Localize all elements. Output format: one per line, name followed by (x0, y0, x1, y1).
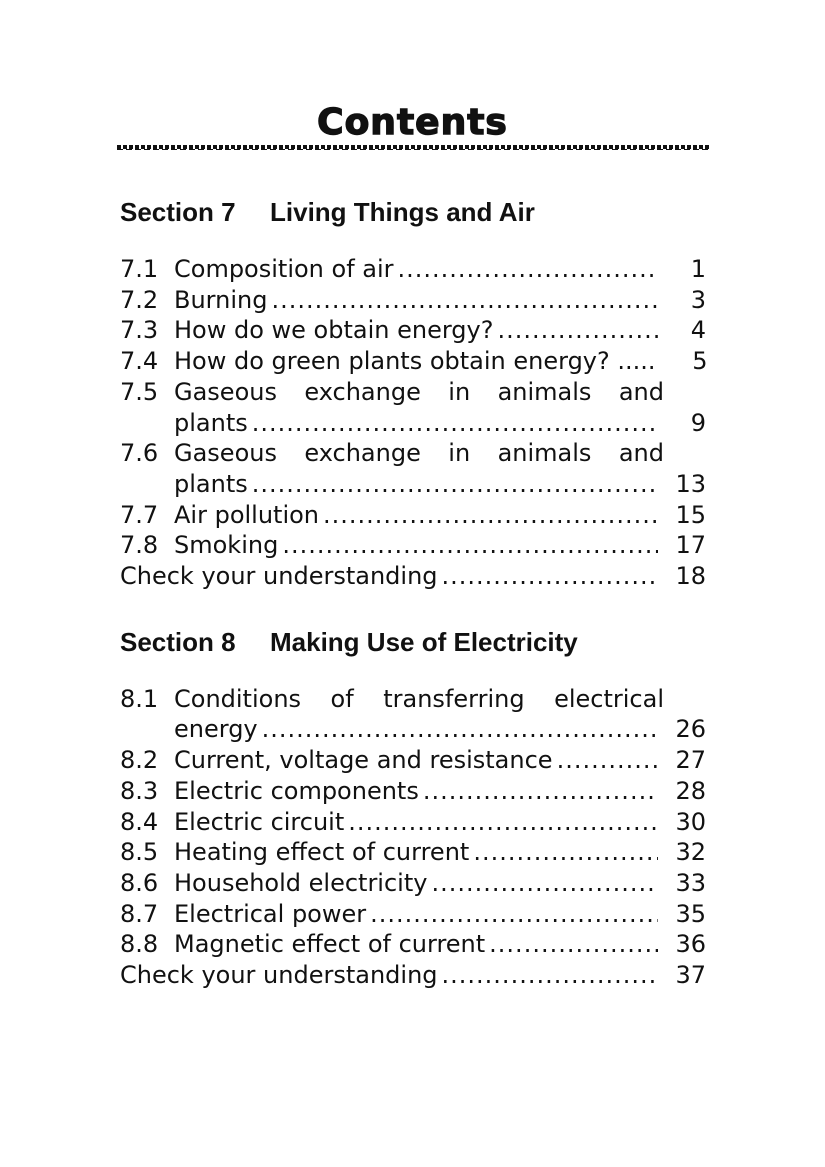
dot-leader (271, 285, 658, 316)
entry-number: 8.6 (120, 868, 159, 897)
entry-title-line1: Conditions of transferring electrical (174, 684, 664, 713)
entry-number: 8.7 (120, 899, 159, 928)
entry-title: Current, voltage and resistance (174, 746, 553, 775)
toc-entry-8-6[interactable] (120, 868, 706, 899)
toc-entry-8-8[interactable] (120, 929, 706, 960)
entry-number: 7.4 (120, 347, 159, 376)
toc-entry-8-5[interactable] (120, 837, 706, 868)
dot-leader (473, 837, 658, 868)
entry-number: 8.2 (120, 746, 159, 775)
entry-title: energy (174, 715, 258, 744)
toc-entry-8-check[interactable] (120, 960, 706, 991)
section-name: Making Use of Electricity (270, 626, 578, 657)
entry-title: Magnetic effect of current (174, 930, 486, 959)
section-7 (120, 190, 706, 592)
entry-number: 8.3 (120, 776, 159, 805)
entry-number: 7.6 (120, 439, 159, 468)
toc-entry-7-check[interactable] (120, 561, 706, 592)
section-label: Section 8 (120, 626, 236, 657)
entry-title: Check your understanding (120, 562, 438, 591)
entry-title: Electric circuit (174, 807, 345, 836)
entry-title: plants (174, 408, 248, 437)
toc-entry-8-2[interactable] (120, 745, 706, 776)
entry-page: 32 (675, 838, 706, 867)
entry-title: Household electricity (174, 868, 428, 897)
toc-entry-7-8[interactable] (120, 530, 706, 561)
section-heading (120, 190, 706, 234)
entry-title: Check your understanding (120, 961, 438, 990)
dot-leader (348, 807, 658, 838)
toc-entry-8-7[interactable] (120, 899, 706, 930)
entry-page: 30 (675, 807, 706, 836)
section-label: Section 7 (120, 197, 236, 227)
entry-title-line1: Gaseous exchange in animals and (174, 377, 664, 406)
entry-number: 8.4 (120, 807, 159, 836)
section-heading (120, 620, 706, 664)
dot-leader (323, 500, 658, 531)
dot-leader (442, 960, 658, 991)
toc-entry-8-1[interactable] (120, 684, 706, 745)
dot-leader (442, 561, 658, 592)
toc (120, 190, 706, 991)
dot-leader (557, 745, 658, 776)
entry-page: 36 (675, 930, 706, 959)
entry-page: 4 (690, 316, 706, 345)
entry-title: Electrical power (174, 899, 367, 928)
toc-entries (120, 684, 706, 991)
entry-title: Electric components (174, 776, 419, 805)
entry-page: 15 (675, 500, 706, 529)
entry-title: Heating effect of current (174, 838, 470, 867)
toc-entry-7-5[interactable] (120, 377, 706, 438)
entry-page: 28 (675, 776, 706, 805)
entry-title-line1: Gaseous exchange in animals and (174, 439, 664, 468)
entry-page: 3 (690, 285, 706, 314)
entry-page: 37 (675, 961, 706, 990)
entry-page: 27 (675, 746, 706, 775)
entry-title: How do green plants obtain energy? ..... (174, 347, 656, 376)
title-divider (117, 145, 709, 149)
entry-title: Burning (174, 285, 268, 314)
section-8 (120, 620, 706, 991)
entry-page: 26 (675, 715, 706, 744)
entry-number: 7.8 (120, 531, 159, 560)
entry-number: 7.2 (120, 285, 159, 314)
section-name: Living Things and Air (270, 197, 535, 227)
entry-title: How do we obtain energy? (174, 316, 494, 345)
toc-entry-7-1[interactable] (120, 254, 706, 285)
dot-leader (489, 929, 658, 960)
dot-leader (431, 868, 658, 899)
entry-number: 7.5 (120, 377, 159, 406)
entry-page: 17 (675, 531, 706, 560)
entry-number: 7.1 (120, 255, 159, 283)
toc-entry-7-4[interactable] (120, 346, 706, 377)
toc-entry-7-3[interactable] (120, 315, 706, 346)
dot-leader (370, 899, 658, 930)
toc-entry-8-3[interactable] (120, 776, 706, 807)
entry-page: 9 (690, 408, 706, 437)
dot-leader (398, 254, 658, 285)
toc-entries (120, 254, 706, 592)
dot-leader (252, 469, 658, 500)
toc-entry-7-2[interactable] (120, 285, 706, 316)
dot-leader (282, 530, 658, 561)
dot-leader (497, 315, 658, 346)
entry-title: Composition of air (174, 255, 394, 283)
entry-title: Air pollution (174, 500, 320, 529)
entry-page: 13 (675, 469, 706, 498)
page-title: Contents (317, 102, 508, 143)
toc-entry-8-4[interactable] (120, 807, 706, 838)
entry-number: 7.3 (120, 316, 159, 345)
dot-leader (262, 714, 658, 745)
dot-leader (423, 776, 658, 807)
entry-number: 8.1 (120, 684, 159, 713)
entry-page: 35 (675, 899, 706, 928)
entry-page: 5 (692, 347, 708, 376)
entry-number: 7.7 (120, 500, 159, 529)
entry-page: 18 (675, 562, 706, 591)
entry-page: 33 (675, 868, 706, 897)
entry-title: Smoking (174, 531, 279, 560)
toc-entry-7-7[interactable] (120, 500, 706, 531)
entry-number: 8.5 (120, 838, 159, 867)
entry-title: plants (174, 469, 248, 498)
entry-number: 8.8 (120, 930, 159, 959)
toc-entry-7-6[interactable] (120, 438, 706, 499)
dot-leader (252, 408, 658, 439)
entry-page: 1 (690, 255, 706, 283)
